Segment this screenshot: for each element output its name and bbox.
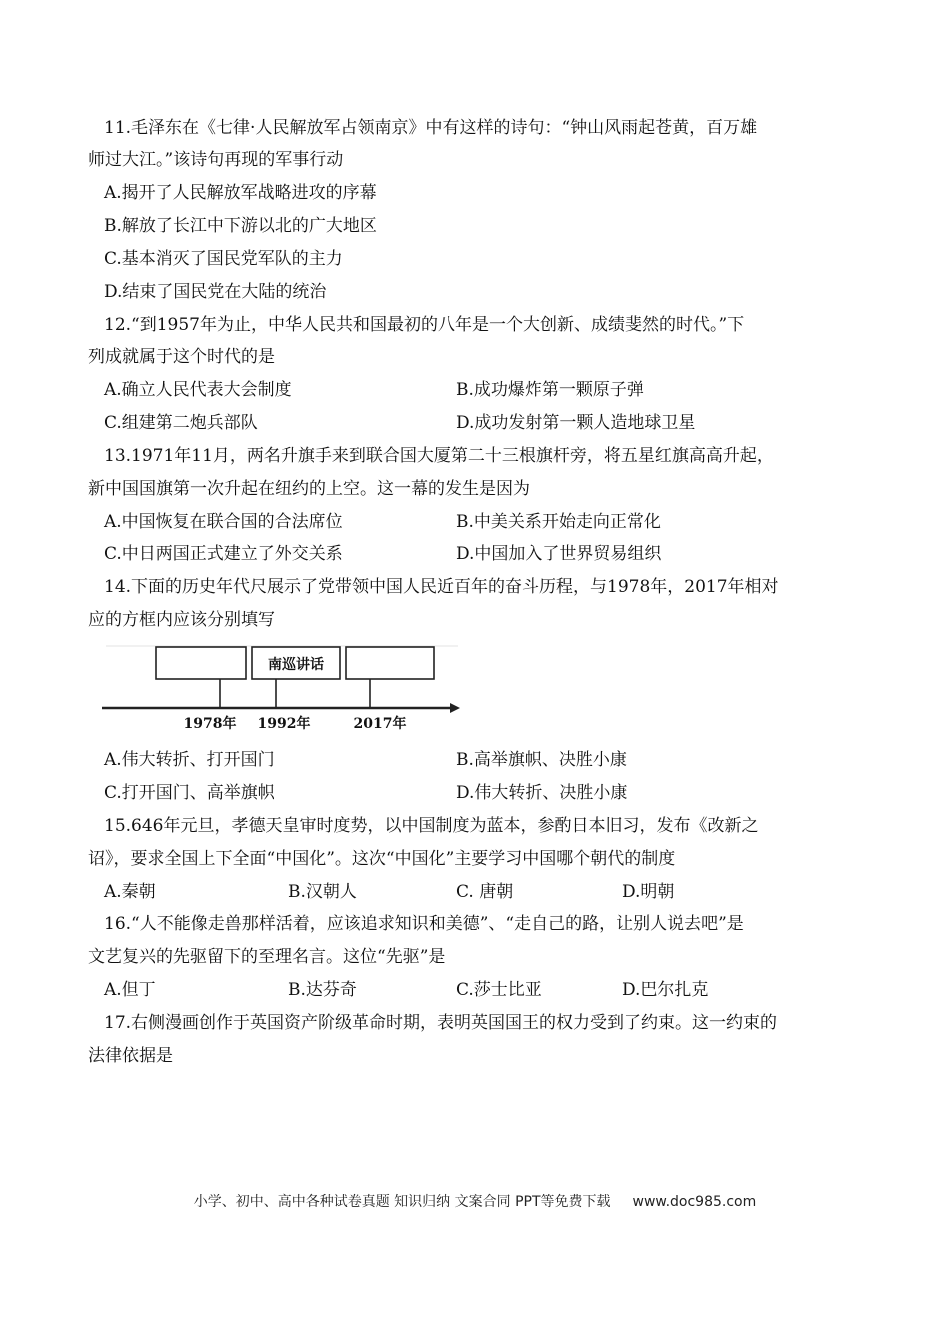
question-14-option-b: B.高举旗帜、决胜小康: [456, 750, 627, 770]
timeline-box-1978: [156, 647, 246, 679]
page-footer: [0, 1191, 950, 1211]
question-15-text: 15.646年元旦，孝德天皇审时度势，以中国制度为蓝本，参酌日本旧习，发布《改新之: [104, 816, 759, 836]
question-11-option-c: C.基本消灭了国民党军队的主力: [104, 249, 343, 269]
question-13-text: 13.1971年11月，两名升旗手来到联合国大厦第二十三根旗杆旁，将五星红旗高高升起，: [104, 446, 774, 466]
question-11-option-a: A.揭开了人民解放军战略进攻的序幕: [104, 183, 377, 203]
question-14-option-d: D.伟大转折、决胜小康: [456, 783, 628, 803]
question-12-option-c: C.组建第二炮兵部队: [104, 413, 258, 433]
question-15-option-d: D.明朝: [622, 882, 675, 902]
question-13-option-c: C.中日两国正式建立了外交关系: [104, 544, 343, 564]
footer-url-link[interactable]: www.doc985.com: [632, 1194, 757, 1210]
timeline-year-1992: 1992年: [257, 716, 311, 732]
question-13-option-b: B.中美关系开始走向正常化: [456, 512, 661, 532]
timeline-year-1978: 1978年: [183, 716, 237, 732]
question-14-option-a: A.伟大转折、打开国门: [104, 750, 275, 770]
timeline-year-2017: 2017年: [353, 716, 407, 732]
timeline-figure: [98, 640, 463, 736]
question-15-option-c: C. 唐朝: [456, 882, 514, 902]
question-16-option-d: D.巴尔扎克: [622, 980, 709, 1000]
question-11-option-b: B.解放了长江中下游以北的广大地区: [104, 216, 377, 236]
timeline-arrow: [450, 703, 460, 713]
question-13-option-d: D.中国加入了世界贸易组织: [456, 544, 662, 564]
footer-text: 小学、初中、高中各种试卷真题 知识归纳 文案合同 PPT等免费下载: [193, 1194, 611, 1210]
question-12-text-cont: 列成就属于这个时代的是: [88, 347, 275, 367]
question-17-text: 17.右侧漫画创作于英国资产阶级革命时期，表明英国国王的权力受到了约束。这一约束的: [104, 1013, 778, 1033]
question-15-option-b: B.汉朝人: [288, 882, 357, 902]
question-17-text-cont: 法律依据是: [88, 1046, 173, 1066]
question-11-text: 11.毛泽东在《七律·人民解放军占领南京》中有这样的诗句：“钟山风雨起苍黄，百万雄: [104, 118, 758, 138]
question-12-text: 12.“到1957年为止，中华人民共和国最初的八年是一个大创新、成绩斐然的时代。”下: [104, 315, 745, 335]
timeline-box-label: 南巡讲话: [268, 657, 324, 673]
question-14-text-cont: 应的方框内应该分别填写: [88, 610, 275, 630]
question-12-option-d: D.成功发射第一颗人造地球卫星: [456, 413, 696, 433]
question-13-text-cont: 新中国国旗第一次升起在纽约的上空。这一幕的发生是因为: [88, 479, 530, 499]
question-16-option-b: B.达芬奇: [288, 980, 357, 1000]
question-16-text-cont: 文艺复兴的先驱留下的至理名言。这位“先驱”是: [88, 947, 446, 967]
question-13-option-a: A.中国恢复在联合国的合法席位: [104, 512, 343, 532]
question-14-text: 14.下面的历史年代尺展示了党带领中国人民近百年的奋斗历程，与1978年，2017年相对: [104, 577, 779, 597]
question-16-option-c: C.莎士比亚: [456, 980, 542, 1000]
question-15-option-a: A.秦朝: [104, 882, 156, 902]
question-11-text-cont: 师过大江。”该诗句再现的军事行动: [88, 150, 344, 170]
question-14-option-c: C.打开国门、高举旗帜: [104, 783, 275, 803]
question-12-option-a: A.确立人民代表大会制度: [104, 380, 292, 400]
timeline-box-2017: [346, 647, 434, 679]
question-16-text: 16.“人不能像走兽那样活着，应该追求知识和美德”、“走自己的路，让别人说去吧”是: [104, 914, 744, 934]
question-11-option-d: D.结束了国民党在大陆的统治: [104, 282, 327, 302]
question-15-text-cont: 诏》，要求全国上下全面“中国化”。这次“中国化”主要学习中国哪个朝代的制度: [88, 849, 676, 869]
question-16-option-a: A.但丁: [104, 980, 156, 1000]
question-12-option-b: B.成功爆炸第一颗原子弹: [456, 380, 644, 400]
